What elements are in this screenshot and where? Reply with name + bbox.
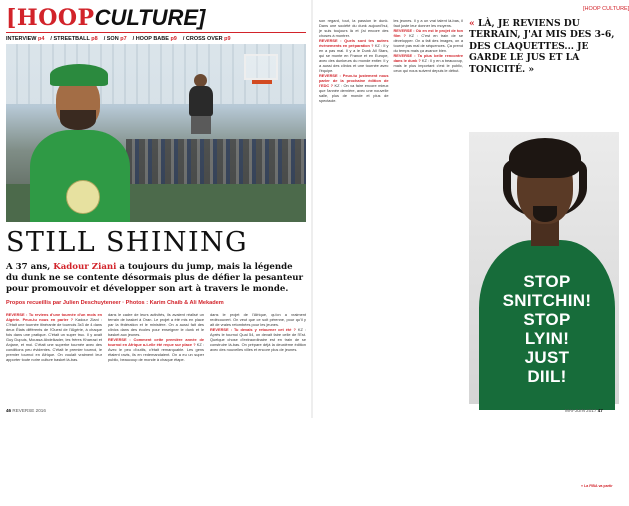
player-cap: [50, 64, 108, 86]
magazine-name: REVERSE: [12, 408, 35, 413]
tshirt-line: SNITCHIN!: [502, 291, 592, 310]
article-credits: Propos recueillis par Julien Deschuyteneer · Photos : Karim Chaib & Ali Mekadem: [6, 300, 224, 306]
deck-lead: A 37 ans,: [6, 262, 54, 272]
question: REVERSE : Ta plus belle rencontre dans le dunk ?: [393, 53, 463, 63]
dunker-body: [189, 86, 213, 116]
page-number-left: 46: [6, 408, 12, 413]
hair: [509, 138, 581, 178]
pull-quote-text: LÀ, JE REVIENS DU TERRAIN, J'AI MIS DES 3-6, DES CLAQUETTES... JE GARDE LE JUS ET LA TONICITÉ. »: [469, 18, 615, 75]
answer: dans le projet de l'Afrique, qu'on a vraiment redécouvert. On veut que ce soit pérenne, pour qu'il y ait de vraies retombées pour les jeunes.: [210, 312, 306, 327]
folio-left: [6, 408, 46, 413]
player-beard: [60, 110, 96, 130]
article-deck: [6, 262, 306, 295]
issue-date-left: 2016: [35, 408, 46, 413]
section-brand: [6, 6, 205, 30]
body-columns-left: [6, 312, 306, 406]
answer: KZ : Avec le peu d'outils, c'était remarquable. Les gens étaient ravis, ils en redemandaient. On a eu un super public, beaucoup de monde à chaque étape.: [108, 342, 204, 362]
page-number-right: 47: [597, 408, 603, 413]
body-column-2: [108, 312, 204, 406]
body-columns-right: [319, 18, 463, 404]
tshirt-line: STOP: [523, 272, 571, 291]
dunker-legs: [191, 116, 211, 134]
tshirt-line: STOP: [523, 310, 571, 329]
right-page: [313, 0, 629, 506]
hero-photo: [6, 44, 306, 222]
basketball: [66, 180, 100, 214]
rubric-nav: [6, 36, 237, 42]
rubric-page: p7: [120, 36, 127, 42]
quote-mark: «: [469, 18, 478, 29]
photo-caption: [581, 484, 615, 506]
pull-quote: [469, 18, 619, 75]
question: REVERSE : Peux-tu justement nous parler de la prochaine édition de l'EDC ?: [319, 73, 389, 88]
rubric-page: p8: [91, 36, 98, 42]
body-column-1: [6, 312, 102, 406]
rubric-page: p4: [38, 36, 45, 42]
issue-date-right: MAI-JUIN 2017: [565, 408, 597, 413]
left-page: [0, 0, 312, 418]
deck-rest: a toujours du jump, mais la légende du dunk ne se contente désormais plus de défier la pesanteur pour promouvoir et développer son art à travers le monde.: [6, 262, 304, 294]
brand-culture: CULTURE]: [94, 5, 206, 30]
goatee: [533, 206, 557, 222]
dunker-figure: [181, 74, 221, 134]
rubric-item: / CROSS OVER p9: [182, 36, 231, 42]
answer: KZ : Il y en a beaucoup, mais le plus important c'est le public, ceux qui nous suivent depuis le début.: [393, 58, 463, 73]
article-headline: STILL SHINING: [6, 227, 249, 258]
rubric-item: / HOOP BABE p9: [132, 36, 177, 42]
question: REVERSE : Tu reviens d'une tournée d'un mois en Algérie. Peux-tu nous en parler ?: [6, 312, 102, 322]
answer: KZ : Après le tournoi Quai 54, on devait faire celle de l'Est. Quelque chose d'extraordinaire est en train de se construire là-bas. On prépare déjà la deuxième édition avec des nouvelles villes et encore plus de jeunes.: [210, 327, 306, 352]
body-column-5: [394, 18, 464, 404]
crowd: [126, 139, 306, 189]
tshirt-slogan: [495, 272, 599, 386]
question: REVERSE : Quels sont tes autres événements en préparation ?: [319, 38, 389, 48]
section-brand-small: [HOOP CULTURE]: [583, 6, 629, 12]
caption-title: « La FIBA va partir: [581, 484, 613, 488]
deck-name: Kadour Ziani: [53, 262, 117, 272]
answer: KZ : On va faire encore mieux que l'année dernière, avec une nouvelle salle, plus de monde et plus de spectacle.: [319, 83, 389, 103]
rubric-page: p9: [224, 36, 231, 42]
answer: son regard, tout, la passion le dunk. Dans une société du dunk aujourd'hui, je suis toujours là et j'ai encore des choses à montrer.: [319, 18, 389, 38]
tshirt-line: LYIN!: [524, 329, 570, 348]
folio-right: [565, 408, 603, 413]
rim: [252, 80, 272, 84]
rubric-item: / STREETBALL p8: [50, 36, 98, 42]
brand-hoop: [HOOP: [6, 5, 95, 31]
answer: KZ : C'est en train de se développer. On a fait des images, on a tourné pas mal de séquences. Ça prend du temps mais ça avance bien.: [393, 33, 463, 53]
answer: Kadour Ziani : C'était une tournée itinérante de tournois 3x3 de 4 dans deux États différents de l'Ouest de l'Algérie, à chaque fois dans une pratique. C'était un super truc. Il y avait Guy Dupuis, Moussa Abdelkader, les frères Kharrazi et Anjane, et moi. C'était une superbe tournée avec des conditions peu évidentes. C'était le premier tournoi, le premier tournoi en Afrique. On voulait vraiment leur apporter toute notre culture basket là-bas.: [6, 317, 102, 362]
answer: les jeunes. Il y a un vrai talent là-bas, il faut juste leur donner les moyens.: [393, 18, 463, 28]
answer: KZ : Il y en a pas mal. Il y a le Dunk All Stars, qui se monte en France et en Europe, avec des dunkeurs du monde entier. Il y a aussi des clinics et une tournée avec l'équipe.: [319, 43, 389, 73]
rubric-item: / SON p7: [103, 36, 127, 42]
caption-text: sur le reste du monde, chaque pays peut organiser un tournoi. »: [581, 488, 615, 506]
tshirt-line: JUST: [524, 348, 570, 367]
body-column-4: [319, 18, 389, 404]
backboard: [244, 54, 278, 80]
rubric-page: p9: [170, 36, 177, 42]
answer: dans le cadre de leurs activités, ils avaient réalisé un terrain de basket à Oran. Le projet a été mis en place par la fédération et le ministère. On a aussi fait des clinics dans des écoles pour enseigner le dunk et le basket aux jeunes.: [108, 312, 204, 337]
rubric-item: INTERVIEW p4: [6, 36, 45, 42]
header-rule: [6, 32, 306, 33]
question: REVERSE : Tu devais y retourner cet été ?: [210, 327, 296, 332]
body-column-3: [210, 312, 306, 406]
question: REVERSE : Où en est le projet de ton film ?: [393, 28, 463, 38]
tshirt-line: DIIL!: [527, 367, 567, 386]
question: REVERSE : Comment cette première année de tournoi en Afrique a-t-elle été reçue sur place ?: [108, 337, 204, 347]
